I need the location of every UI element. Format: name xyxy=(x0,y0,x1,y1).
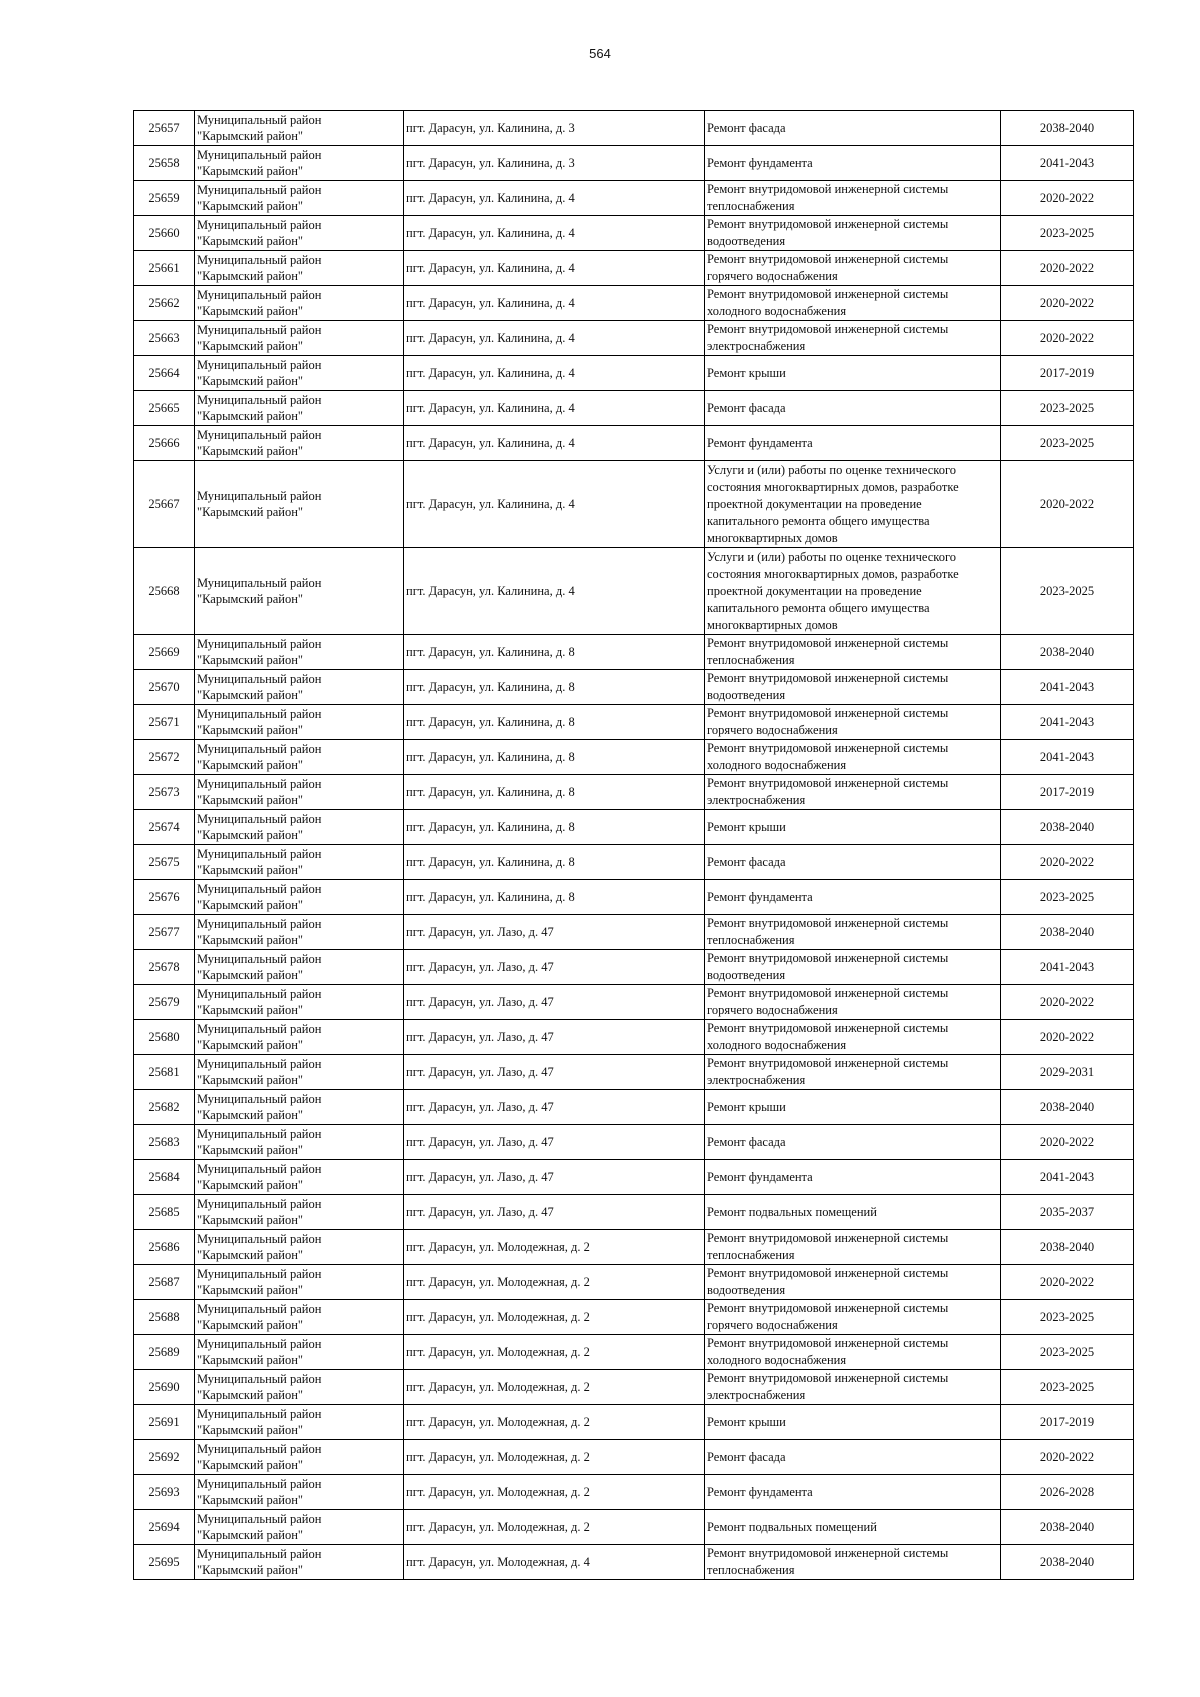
period-cell: 2023-2025 xyxy=(1001,548,1134,635)
row-number: 25686 xyxy=(134,1230,195,1265)
table-row xyxy=(134,985,1134,1020)
table-row xyxy=(134,775,1134,810)
work-type-cell: Ремонт фасада xyxy=(705,845,1001,880)
address-cell: пгт. Дарасун, ул. Лазо, д. 47 xyxy=(404,950,705,985)
table-row xyxy=(134,356,1134,391)
address-cell: пгт. Дарасун, ул. Молодежная, д. 2 xyxy=(404,1405,705,1440)
municipality-cell: Муниципальный район "Карымский район" xyxy=(195,426,404,461)
work-type-cell: Ремонт внутридомовой инженерной системы холодного водоснабжения xyxy=(705,1335,1001,1370)
period-cell: 2038-2040 xyxy=(1001,1545,1134,1580)
row-number: 25668 xyxy=(134,548,195,635)
municipality-cell: Муниципальный район "Карымский район" xyxy=(195,1055,404,1090)
address-cell: пгт. Дарасун, ул. Калинина, д. 4 xyxy=(404,391,705,426)
table-row xyxy=(134,1510,1134,1545)
period-cell: 2020-2022 xyxy=(1001,1440,1134,1475)
row-number: 25658 xyxy=(134,146,195,181)
work-type-cell: Ремонт внутридомовой инженерной системы водоотведения xyxy=(705,1265,1001,1300)
municipality-cell: Муниципальный район "Карымский район" xyxy=(195,1300,404,1335)
work-type-cell: Ремонт крыши xyxy=(705,810,1001,845)
address-cell: пгт. Дарасун, ул. Калинина, д. 8 xyxy=(404,880,705,915)
address-cell: пгт. Дарасун, ул. Калинина, д. 3 xyxy=(404,146,705,181)
row-number: 25680 xyxy=(134,1020,195,1055)
table-row xyxy=(134,461,1134,548)
work-type-cell: Ремонт внутридомовой инженерной системы теплоснабжения xyxy=(705,1230,1001,1265)
period-cell: 2038-2040 xyxy=(1001,1510,1134,1545)
row-number: 25673 xyxy=(134,775,195,810)
municipality-cell: Муниципальный район "Карымский район" xyxy=(195,461,404,548)
work-type-cell: Услуги и (или) работы по оценке технического состояния многоквартирных домов, разработке проектной документации на проведение капитального ремонта общего имущества многоквартирных домов xyxy=(705,461,1001,548)
period-cell: 2038-2040 xyxy=(1001,111,1134,146)
table-row xyxy=(134,635,1134,670)
work-type-cell: Ремонт фасада xyxy=(705,1440,1001,1475)
work-type-cell: Ремонт подвальных помещений xyxy=(705,1510,1001,1545)
table-row xyxy=(134,1125,1134,1160)
table-row xyxy=(134,740,1134,775)
work-type-cell: Ремонт внутридомовой инженерной системы водоотведения xyxy=(705,670,1001,705)
address-cell: пгт. Дарасун, ул. Калинина, д. 4 xyxy=(404,216,705,251)
period-cell: 2038-2040 xyxy=(1001,635,1134,670)
row-number: 25657 xyxy=(134,111,195,146)
address-cell: пгт. Дарасун, ул. Калинина, д. 8 xyxy=(404,775,705,810)
row-number: 25665 xyxy=(134,391,195,426)
address-cell: пгт. Дарасун, ул. Калинина, д. 8 xyxy=(404,810,705,845)
address-cell: пгт. Дарасун, ул. Калинина, д. 4 xyxy=(404,426,705,461)
municipality-cell: Муниципальный район "Карымский район" xyxy=(195,251,404,286)
period-cell: 2038-2040 xyxy=(1001,810,1134,845)
municipality-cell: Муниципальный район "Карымский район" xyxy=(195,1160,404,1195)
work-type-cell: Ремонт крыши xyxy=(705,1405,1001,1440)
address-cell: пгт. Дарасун, ул. Лазо, д. 47 xyxy=(404,1125,705,1160)
table-row xyxy=(134,880,1134,915)
table-row xyxy=(134,1160,1134,1195)
address-cell: пгт. Дарасун, ул. Калинина, д. 8 xyxy=(404,845,705,880)
work-type-cell: Ремонт внутридомовой инженерной системы горячего водоснабжения xyxy=(705,705,1001,740)
address-cell: пгт. Дарасун, ул. Лазо, д. 47 xyxy=(404,915,705,950)
municipality-cell: Муниципальный район "Карымский район" xyxy=(195,391,404,426)
period-cell: 2038-2040 xyxy=(1001,915,1134,950)
table-row xyxy=(134,286,1134,321)
table-row xyxy=(134,146,1134,181)
period-cell: 2041-2043 xyxy=(1001,705,1134,740)
row-number: 25663 xyxy=(134,321,195,356)
period-cell: 2020-2022 xyxy=(1001,845,1134,880)
municipality-cell: Муниципальный район "Карымский район" xyxy=(195,548,404,635)
period-cell: 2020-2022 xyxy=(1001,321,1134,356)
table-row xyxy=(134,810,1134,845)
table-row xyxy=(134,670,1134,705)
municipality-cell: Муниципальный район "Карымский район" xyxy=(195,705,404,740)
period-cell: 2029-2031 xyxy=(1001,1055,1134,1090)
table-body xyxy=(134,111,1134,1580)
work-type-cell: Ремонт внутридомовой инженерной системы электроснабжения xyxy=(705,321,1001,356)
row-number: 25694 xyxy=(134,1510,195,1545)
address-cell: пгт. Дарасун, ул. Калинина, д. 4 xyxy=(404,461,705,548)
table-row xyxy=(134,321,1134,356)
period-cell: 2026-2028 xyxy=(1001,1475,1134,1510)
municipality-cell: Муниципальный район "Карымский район" xyxy=(195,775,404,810)
table-row xyxy=(134,216,1134,251)
work-type-cell: Ремонт внутридомовой инженерной системы водоотведения xyxy=(705,950,1001,985)
municipality-cell: Муниципальный район "Карымский район" xyxy=(195,880,404,915)
period-cell: 2023-2025 xyxy=(1001,880,1134,915)
period-cell: 2020-2022 xyxy=(1001,1125,1134,1160)
table-row xyxy=(134,1475,1134,1510)
period-cell: 2041-2043 xyxy=(1001,740,1134,775)
work-type-cell: Ремонт фундамента xyxy=(705,146,1001,181)
address-cell: пгт. Дарасун, ул. Молодежная, д. 2 xyxy=(404,1230,705,1265)
row-number: 25679 xyxy=(134,985,195,1020)
address-cell: пгт. Дарасун, ул. Калинина, д. 3 xyxy=(404,111,705,146)
table-row xyxy=(134,1090,1134,1125)
municipality-cell: Муниципальный район "Карымский район" xyxy=(195,810,404,845)
work-type-cell: Ремонт фасада xyxy=(705,391,1001,426)
municipality-cell: Муниципальный район "Карымский район" xyxy=(195,1265,404,1300)
address-cell: пгт. Дарасун, ул. Молодежная, д. 2 xyxy=(404,1370,705,1405)
period-cell: 2023-2025 xyxy=(1001,216,1134,251)
municipality-cell: Муниципальный район "Карымский район" xyxy=(195,1195,404,1230)
table-row xyxy=(134,391,1134,426)
row-number: 25669 xyxy=(134,635,195,670)
municipality-cell: Муниципальный район "Карымский район" xyxy=(195,1440,404,1475)
row-number: 25683 xyxy=(134,1125,195,1160)
address-cell: пгт. Дарасун, ул. Молодежная, д. 2 xyxy=(404,1265,705,1300)
address-cell: пгт. Дарасун, ул. Молодежная, д. 2 xyxy=(404,1475,705,1510)
row-number: 25671 xyxy=(134,705,195,740)
table-row xyxy=(134,1300,1134,1335)
municipality-cell: Муниципальный район "Карымский район" xyxy=(195,1405,404,1440)
period-cell: 2038-2040 xyxy=(1001,1230,1134,1265)
work-type-cell: Ремонт внутридомовой инженерной системы холодного водоснабжения xyxy=(705,286,1001,321)
work-type-cell: Ремонт внутридомовой инженерной системы горячего водоснабжения xyxy=(705,1300,1001,1335)
municipality-cell: Муниципальный район "Карымский район" xyxy=(195,1335,404,1370)
municipality-cell: Муниципальный район "Карымский район" xyxy=(195,950,404,985)
municipality-cell: Муниципальный район "Карымский район" xyxy=(195,740,404,775)
table-row xyxy=(134,1265,1134,1300)
work-type-cell: Ремонт внутридомовой инженерной системы теплоснабжения xyxy=(705,635,1001,670)
table-row xyxy=(134,1020,1134,1055)
period-cell: 2041-2043 xyxy=(1001,1160,1134,1195)
work-type-cell: Услуги и (или) работы по оценке технического состояния многоквартирных домов, разработке проектной документации на проведение капитального ремонта общего имущества многоквартирных домов xyxy=(705,548,1001,635)
table-row xyxy=(134,251,1134,286)
period-cell: 2020-2022 xyxy=(1001,985,1134,1020)
municipality-cell: Муниципальный район "Карымский район" xyxy=(195,1230,404,1265)
municipality-cell: Муниципальный район "Карымский район" xyxy=(195,146,404,181)
table-row xyxy=(134,1405,1134,1440)
municipality-cell: Муниципальный район "Карымский район" xyxy=(195,915,404,950)
period-cell: 2017-2019 xyxy=(1001,356,1134,391)
address-cell: пгт. Дарасун, ул. Молодежная, д. 2 xyxy=(404,1335,705,1370)
work-type-cell: Ремонт внутридомовой инженерной системы электроснабжения xyxy=(705,1370,1001,1405)
row-number: 25687 xyxy=(134,1265,195,1300)
municipality-cell: Муниципальный район "Карымский район" xyxy=(195,670,404,705)
period-cell: 2020-2022 xyxy=(1001,1265,1134,1300)
period-cell: 2023-2025 xyxy=(1001,1335,1134,1370)
table-row xyxy=(134,1230,1134,1265)
row-number: 25692 xyxy=(134,1440,195,1475)
row-number: 25684 xyxy=(134,1160,195,1195)
period-cell: 2020-2022 xyxy=(1001,251,1134,286)
municipality-cell: Муниципальный район "Карымский район" xyxy=(195,1370,404,1405)
municipality-cell: Муниципальный район "Карымский район" xyxy=(195,1125,404,1160)
table-row xyxy=(134,950,1134,985)
work-type-cell: Ремонт фундамента xyxy=(705,880,1001,915)
row-number: 25660 xyxy=(134,216,195,251)
repair-schedule-table-container xyxy=(133,110,1133,1580)
work-type-cell: Ремонт крыши xyxy=(705,1090,1001,1125)
municipality-cell: Муниципальный район "Карымский район" xyxy=(195,181,404,216)
address-cell: пгт. Дарасун, ул. Лазо, д. 47 xyxy=(404,1090,705,1125)
row-number: 25677 xyxy=(134,915,195,950)
table-row xyxy=(134,181,1134,216)
address-cell: пгт. Дарасун, ул. Калинина, д. 8 xyxy=(404,740,705,775)
work-type-cell: Ремонт фасада xyxy=(705,111,1001,146)
address-cell: пгт. Дарасун, ул. Лазо, д. 47 xyxy=(404,1195,705,1230)
row-number: 25688 xyxy=(134,1300,195,1335)
row-number: 25691 xyxy=(134,1405,195,1440)
table-row xyxy=(134,915,1134,950)
address-cell: пгт. Дарасун, ул. Калинина, д. 4 xyxy=(404,286,705,321)
address-cell: пгт. Дарасун, ул. Лазо, д. 47 xyxy=(404,1020,705,1055)
period-cell: 2023-2025 xyxy=(1001,391,1134,426)
municipality-cell: Муниципальный район "Карымский район" xyxy=(195,845,404,880)
period-cell: 2041-2043 xyxy=(1001,146,1134,181)
municipality-cell: Муниципальный район "Карымский район" xyxy=(195,1020,404,1055)
address-cell: пгт. Дарасун, ул. Лазо, д. 47 xyxy=(404,1160,705,1195)
work-type-cell: Ремонт фасада xyxy=(705,1125,1001,1160)
address-cell: пгт. Дарасун, ул. Калинина, д. 4 xyxy=(404,548,705,635)
address-cell: пгт. Дарасун, ул. Калинина, д. 4 xyxy=(404,181,705,216)
work-type-cell: Ремонт внутридомовой инженерной системы электроснабжения xyxy=(705,1055,1001,1090)
table-row xyxy=(134,426,1134,461)
address-cell: пгт. Дарасун, ул. Калинина, д. 4 xyxy=(404,356,705,391)
row-number: 25672 xyxy=(134,740,195,775)
row-number: 25690 xyxy=(134,1370,195,1405)
address-cell: пгт. Дарасун, ул. Калинина, д. 8 xyxy=(404,705,705,740)
work-type-cell: Ремонт крыши xyxy=(705,356,1001,391)
municipality-cell: Муниципальный район "Карымский район" xyxy=(195,111,404,146)
table-row xyxy=(134,1370,1134,1405)
table-row xyxy=(134,1545,1134,1580)
period-cell: 2020-2022 xyxy=(1001,1020,1134,1055)
period-cell: 2020-2022 xyxy=(1001,461,1134,548)
row-number: 25693 xyxy=(134,1475,195,1510)
work-type-cell: Ремонт подвальных помещений xyxy=(705,1195,1001,1230)
municipality-cell: Муниципальный район "Карымский район" xyxy=(195,1545,404,1580)
address-cell: пгт. Дарасун, ул. Калинина, д. 8 xyxy=(404,635,705,670)
row-number: 25670 xyxy=(134,670,195,705)
municipality-cell: Муниципальный район "Карымский район" xyxy=(195,1510,404,1545)
address-cell: пгт. Дарасун, ул. Калинина, д. 4 xyxy=(404,321,705,356)
row-number: 25675 xyxy=(134,845,195,880)
period-cell: 2017-2019 xyxy=(1001,775,1134,810)
address-cell: пгт. Дарасун, ул. Калинина, д. 4 xyxy=(404,251,705,286)
row-number: 25682 xyxy=(134,1090,195,1125)
municipality-cell: Муниципальный район "Карымский район" xyxy=(195,1475,404,1510)
row-number: 25659 xyxy=(134,181,195,216)
row-number: 25674 xyxy=(134,810,195,845)
municipality-cell: Муниципальный район "Карымский район" xyxy=(195,985,404,1020)
address-cell: пгт. Дарасун, ул. Лазо, д. 47 xyxy=(404,1055,705,1090)
row-number: 25667 xyxy=(134,461,195,548)
municipality-cell: Муниципальный район "Карымский район" xyxy=(195,356,404,391)
period-cell: 2035-2037 xyxy=(1001,1195,1134,1230)
table-row xyxy=(134,845,1134,880)
row-number: 25695 xyxy=(134,1545,195,1580)
period-cell: 2023-2025 xyxy=(1001,1300,1134,1335)
municipality-cell: Муниципальный район "Карымский район" xyxy=(195,635,404,670)
period-cell: 2017-2019 xyxy=(1001,1405,1134,1440)
table-row xyxy=(134,705,1134,740)
table-row xyxy=(134,111,1134,146)
address-cell: пгт. Дарасун, ул. Молодежная, д. 2 xyxy=(404,1300,705,1335)
municipality-cell: Муниципальный район "Карымский район" xyxy=(195,216,404,251)
address-cell: пгт. Дарасун, ул. Калинина, д. 8 xyxy=(404,670,705,705)
municipality-cell: Муниципальный район "Карымский район" xyxy=(195,1090,404,1125)
table-row xyxy=(134,548,1134,635)
work-type-cell: Ремонт внутридомовой инженерной системы холодного водоснабжения xyxy=(705,1020,1001,1055)
municipality-cell: Муниципальный район "Карымский район" xyxy=(195,321,404,356)
table-row xyxy=(134,1195,1134,1230)
repair-schedule-table xyxy=(133,110,1134,1580)
work-type-cell: Ремонт внутридомовой инженерной системы горячего водоснабжения xyxy=(705,251,1001,286)
address-cell: пгт. Дарасун, ул. Молодежная, д. 4 xyxy=(404,1545,705,1580)
work-type-cell: Ремонт внутридомовой инженерной системы холодного водоснабжения xyxy=(705,740,1001,775)
work-type-cell: Ремонт внутридомовой инженерной системы водоотведения xyxy=(705,216,1001,251)
work-type-cell: Ремонт внутридомовой инженерной системы теплоснабжения xyxy=(705,915,1001,950)
period-cell: 2041-2043 xyxy=(1001,670,1134,705)
address-cell: пгт. Дарасун, ул. Молодежная, д. 2 xyxy=(404,1510,705,1545)
work-type-cell: Ремонт внутридомовой инженерной системы теплоснабжения xyxy=(705,1545,1001,1580)
row-number: 25685 xyxy=(134,1195,195,1230)
period-cell: 2023-2025 xyxy=(1001,426,1134,461)
row-number: 25689 xyxy=(134,1335,195,1370)
row-number: 25664 xyxy=(134,356,195,391)
period-cell: 2041-2043 xyxy=(1001,950,1134,985)
table-row xyxy=(134,1335,1134,1370)
work-type-cell: Ремонт фундамента xyxy=(705,1160,1001,1195)
table-row xyxy=(134,1055,1134,1090)
page-number: 564 xyxy=(589,46,611,61)
row-number: 25666 xyxy=(134,426,195,461)
period-cell: 2038-2040 xyxy=(1001,1090,1134,1125)
work-type-cell: Ремонт внутридомовой инженерной системы электроснабжения xyxy=(705,775,1001,810)
period-cell: 2020-2022 xyxy=(1001,286,1134,321)
municipality-cell: Муниципальный район "Карымский район" xyxy=(195,286,404,321)
row-number: 25676 xyxy=(134,880,195,915)
address-cell: пгт. Дарасун, ул. Молодежная, д. 2 xyxy=(404,1440,705,1475)
work-type-cell: Ремонт фундамента xyxy=(705,426,1001,461)
table-row xyxy=(134,1440,1134,1475)
work-type-cell: Ремонт фундамента xyxy=(705,1475,1001,1510)
period-cell: 2020-2022 xyxy=(1001,181,1134,216)
address-cell: пгт. Дарасун, ул. Лазо, д. 47 xyxy=(404,985,705,1020)
row-number: 25681 xyxy=(134,1055,195,1090)
row-number: 25662 xyxy=(134,286,195,321)
row-number: 25678 xyxy=(134,950,195,985)
period-cell: 2023-2025 xyxy=(1001,1370,1134,1405)
row-number: 25661 xyxy=(134,251,195,286)
work-type-cell: Ремонт внутридомовой инженерной системы горячего водоснабжения xyxy=(705,985,1001,1020)
work-type-cell: Ремонт внутридомовой инженерной системы теплоснабжения xyxy=(705,181,1001,216)
